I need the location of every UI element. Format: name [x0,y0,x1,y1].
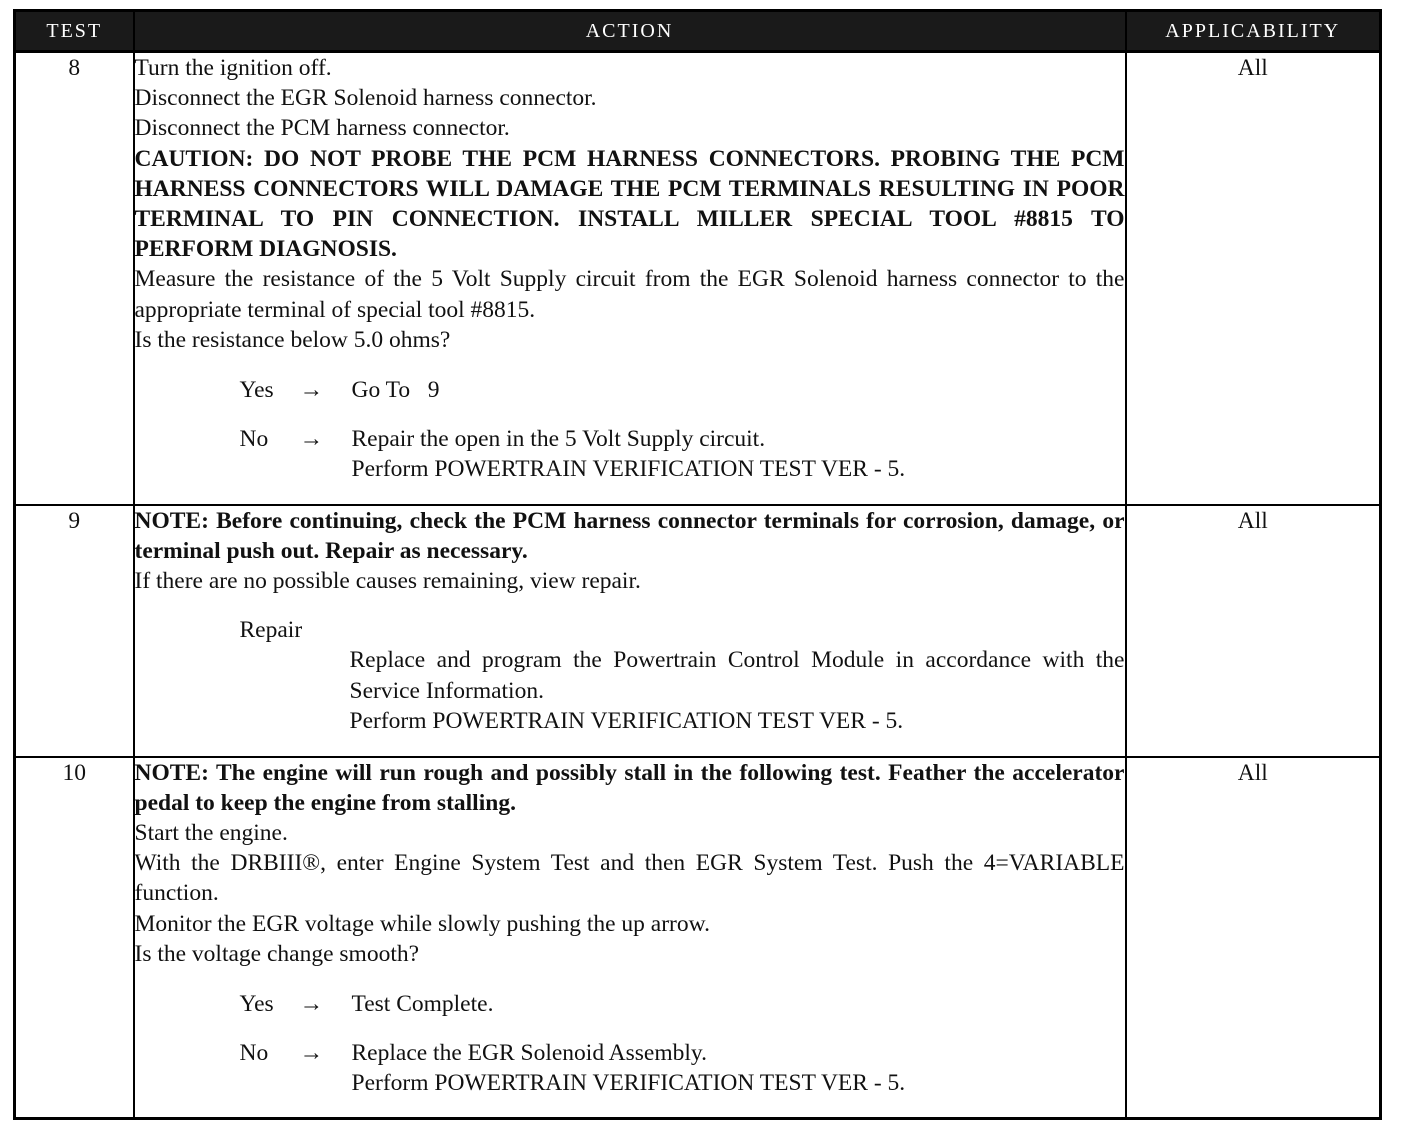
table-row-test-10 [15,757,1381,1119]
table-row-test-9 [15,505,1381,757]
table-row-test-8 [15,52,1381,505]
header-applicability: APPLICABILITY [1126,11,1381,52]
note-text: NOTE: The engine will run rough and possibly stall in the following test. Feather the accelerator pedal to keep the engine from stalling. [134,759,1125,816]
action-line: Turn the ignition off. [134,55,332,81]
branch-yes [135,375,1125,405]
diagnostic-page [13,9,1379,1120]
branch-no [135,1038,1125,1098]
header-row [15,11,1381,52]
applicability-cell: All [1126,505,1381,757]
no-label: No [239,1040,269,1067]
repair-text: Replace and program the Powertrain Control Module in accordance with the Service Information. [349,647,1125,704]
caution-text: CAUTION: DO NOT PROBE THE PCM HARNESS CONNECTORS. PROBING THE PCM HARNESS CONNECTORS WILL DAMAGE THE PCM TERMINALS RESULTING IN POOR TERMINAL TO PIN CONNECTION. INSTALL MILLER SPECIAL TOOL #8815 TO PERFORM DIAGNOSIS. [134,145,1125,263]
action-question: Is the voltage change smooth? [134,940,420,967]
repair-label: Repair [239,617,303,644]
diagnostic-table [13,9,1382,1120]
action-line: With the DRBIII®, enter Engine System Test and then EGR System Test. Push the 4=VARIABLE function. [134,850,1125,907]
arrow-right-icon: → [299,426,323,453]
action-line: Measure the resistance of the 5 Volt Supply circuit from the EGR Solenoid harness connector to the appropriate terminal of special tool #8815. [134,266,1125,323]
applicability-cell: All [1126,757,1381,1119]
action-cell [134,505,1126,757]
branch-options [135,375,1125,485]
applicability-cell: All [1126,52,1381,505]
action-line: Disconnect the PCM harness connector. [134,115,510,142]
branch-options [135,989,1125,1099]
yes-label: Yes [239,377,274,404]
no-result-line: Replace the EGR Solenoid Assembly. [351,1040,707,1067]
no-label: No [239,426,269,453]
action-cell [134,52,1126,505]
action-line: Disconnect the EGR Solenoid harness connector. [134,85,597,112]
header-action: ACTION [134,11,1126,52]
branch-no [135,424,1125,484]
arrow-right-icon: → [299,377,323,404]
no-result-line: Perform POWERTRAIN VERIFICATION TEST VER - 5. [351,456,906,483]
no-result-line: Perform POWERTRAIN VERIFICATION TEST VER - 5. [351,1070,906,1097]
action-line: Start the engine. [134,819,288,846]
arrow-right-icon: → [299,1040,323,1067]
no-result [352,424,1125,484]
action-line: Monitor the EGR voltage while slowly pushing the up arrow. [134,910,710,937]
yes-label: Yes [239,990,274,1017]
no-result-line: Repair the open in the 5 Volt Supply circuit. [351,426,766,453]
header-test: TEST [15,11,134,52]
note-text: NOTE: Before continuing, check the PCM harness connector terminals for corrosion, damage, or terminal push out. Repair as necessary. [134,507,1125,564]
test-number: 9 [15,505,134,757]
branch-yes [135,989,1125,1019]
repair-block [135,615,1125,736]
test-number: 8 [15,52,134,505]
action-cell [134,757,1126,1119]
no-result [352,1038,1125,1098]
action-line: If there are no possible causes remaining, view repair. [134,567,641,594]
action-question: Is the resistance below 5.0 ohms? [134,326,451,353]
yes-result: Go To 9 [351,377,440,404]
yes-result: Test Complete. [351,990,494,1017]
arrow-right-icon: → [299,990,323,1017]
repair-text: Perform POWERTRAIN VERIFICATION TEST VER - 5. [349,707,904,734]
test-number: 10 [15,757,134,1119]
